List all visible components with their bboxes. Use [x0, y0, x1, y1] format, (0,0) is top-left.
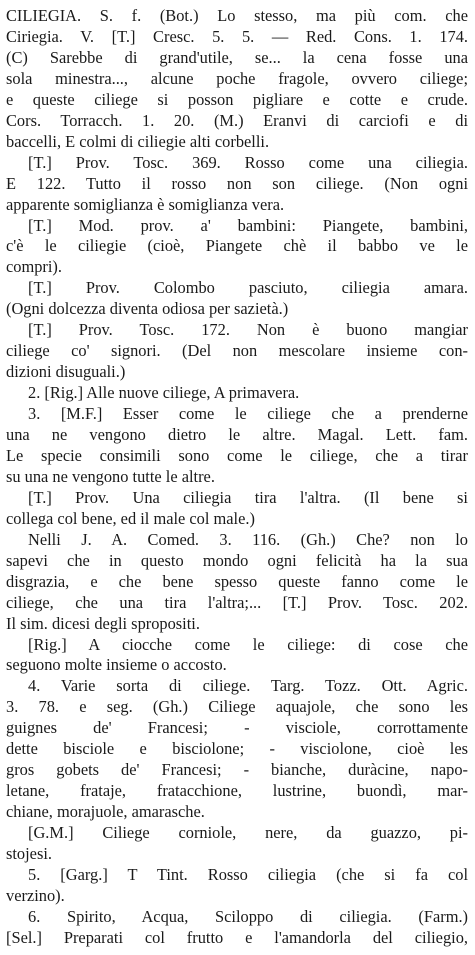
entry-text-line: (C) Sarebbe di grand'utile, se... la cena fosse una [6, 47, 468, 67]
entry-text-line: seguono molte insieme o accosto. [6, 655, 227, 675]
entry-text-line: CILIEGIA. S. f. (Bot.) Lo stesso, ma più com. che [6, 6, 468, 25]
entry-text-line: chiane, morajuole, amarasche. [6, 802, 205, 822]
entry-text-line: sapevi che in questo mondo ogni felicità ha la sua [6, 550, 468, 570]
entry-text-line: e queste ciliege si posson pigliare e cotte e crude. [6, 89, 468, 109]
entry-text-line: disgrazia, e che bene spesso queste fanno come le [6, 571, 468, 591]
entry-text-line: Nelli J. A. Comed. 3. 116. (Gh.) Che? non lo [28, 529, 468, 549]
entry-text-line: 6. Spirito, Acqua, Sciloppo di ciliegia. (Farm.) [28, 906, 468, 926]
entry-text-line: dizioni disuguali.) [6, 362, 126, 382]
entry-text-line: [T.] Prov. Una ciliegia tira l'altra. (Il bene si [28, 487, 468, 507]
entry-text-line: baccelli, E colmi di ciliegie alti corbelli. [6, 131, 270, 151]
entry-text-line: Le specie consimili sono come le ciliege, che a tirar [6, 445, 468, 465]
entry-text-line: [T.] Mod. prov. a' bambini: Piangete, bambini, [28, 215, 468, 235]
entry-text-line: collega col bene, ed il male col male.) [6, 508, 255, 528]
entry-text-line: Ciriegia. V. [T.] Cresc. 5. 5. — Red. Cons. 1. 174. [6, 26, 468, 46]
entry-text-line: (Ogni dolcezza diventa odiosa per sazietà.) [6, 299, 289, 319]
entry-text-line: 5. [Garg.] T Tint. Rosso ciliegia (che si fa col [28, 864, 468, 884]
entry-text-line: [T.] Prov. Colombo pasciuto, ciliegia amara. [28, 278, 468, 298]
entry-text-line: letane, frataje, fratacchione, lustrine, buondì, mar- [6, 781, 468, 801]
entry-text-line: sola minestra..., alcune poche fragole, ovvero ciliege; [6, 68, 468, 88]
entry-text-line: Il sim. dicesi degli spropositi. [6, 613, 200, 633]
entry-text-line: guignes de' Francesi; - visciole, corrottamente [6, 718, 468, 738]
entry-text-line: su una ne vengono tutte le altre. [6, 466, 215, 486]
entry-text-line: 3. 78. e seg. (Gh.) Ciliege aquajole, che sono les [6, 697, 468, 717]
entry-text-line: 3. [M.F.] Esser come le ciliege che a prenderne [28, 404, 468, 424]
entry-text-line: verzino). [6, 885, 65, 905]
entry-text-line: Cors. Torracch. 1. 20. (M.) Eranvi di carciofi e di [6, 110, 468, 130]
entry-text-line: dette bisciole e bisciolone; - visciolone, cioè les [6, 739, 468, 759]
entry-text-line: [T.] Prov. Tosc. 172. Non è buono mangiar [28, 320, 468, 340]
entry-text-line: E 122. Tutto il rosso non son ciliege. (Non ogni [6, 173, 468, 193]
entry-text-line: 4. Varie sorta di ciliege. Targ. Tozz. Ott. Agric. [28, 676, 468, 696]
entry-text-line: stojesi. [6, 844, 52, 863]
entry-text-line: [G.M.] Ciliege corniole, nere, da guazzo, pi- [28, 823, 468, 842]
entry-text-line: gros gobets de' Francesi; - bianche, duràcine, napo- [6, 760, 468, 780]
entry-text-line: una ne vengono dietro le altre. Magal. Lett. fam. [6, 425, 468, 444]
entry-text-line: ciliege co' signori. (Del non mescolare insieme con- [6, 341, 468, 361]
entry-text-line: [Sel.] Preparati col frutto e l'amandorla del ciliegio, [6, 927, 468, 947]
entry-text-line: [Rig.] A ciocche come le ciliege: di cose che [28, 634, 468, 654]
entry-text-line: compri). [6, 257, 62, 277]
entry-text-line: c'è le ciliegie (cioè, Piangete chè il babbo ve le [6, 236, 468, 256]
entry-text-line: [T.] Prov. Tosc. 369. Rosso come una ciliegia. [28, 152, 468, 172]
entry-text-line: 2. [Rig.] Alle nuove ciliege, A primavera. [28, 383, 300, 403]
entry-text-line: ciliege, che una tira l'altra;... [T.] Prov. Tosc. 202. [6, 592, 468, 612]
entry-text-line: apparente somiglianza è somiglianza vera. [6, 194, 285, 214]
